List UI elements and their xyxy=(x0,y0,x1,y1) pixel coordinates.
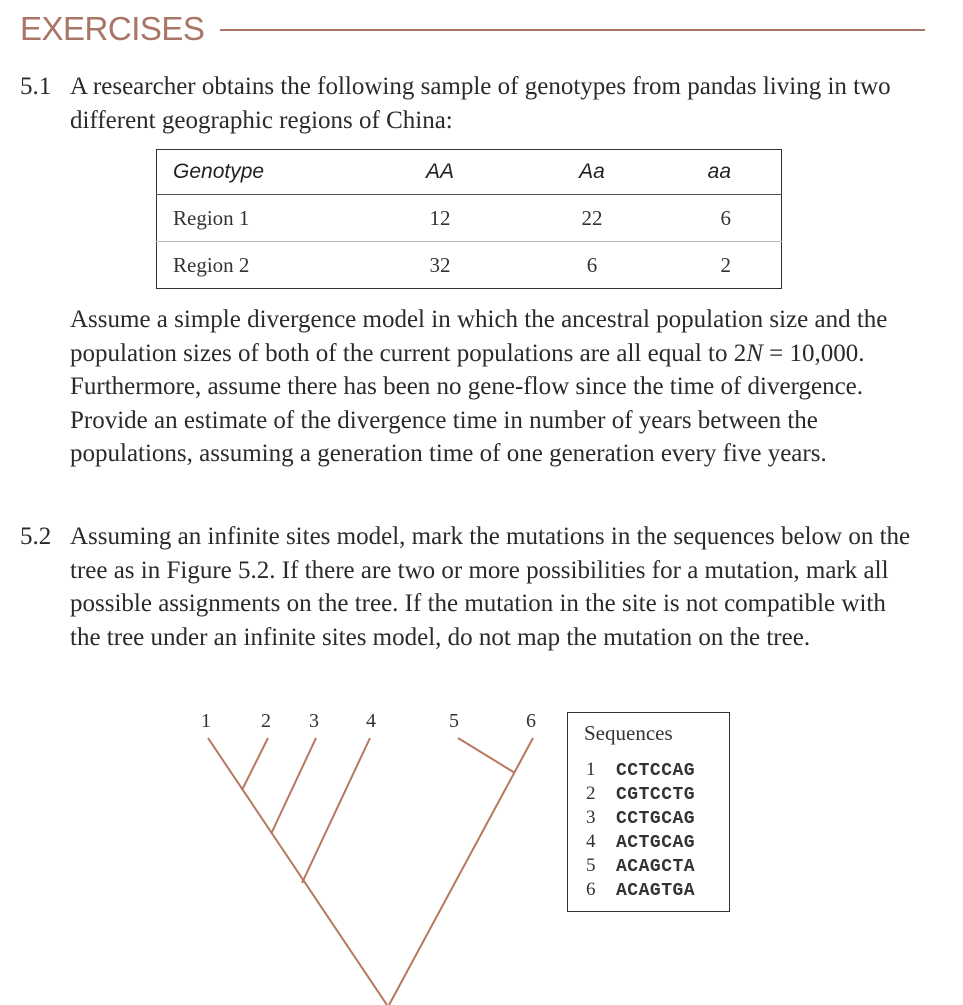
sequence-row xyxy=(586,759,695,781)
exercise-text: Assuming an infinite sites model, mark the mutations in the sequences below on the tree as in Figure 5.2. If there are two or more possibilities for a mutation, mark all possible assignments on the tree. If the mutation in the site is not compatible with the tree under an infinite sites model, do not map the mutation on the tree. xyxy=(70,523,911,651)
sequence-number: 3 xyxy=(586,807,596,828)
tree-branches xyxy=(208,738,533,1005)
leaf-label: 1 xyxy=(201,710,211,732)
exercise-text: A researcher obtains the following sample of genotypes from pandas living in two different geographic regions of China: xyxy=(70,73,891,134)
leaf-label: 5 xyxy=(449,710,459,732)
table-cell: 32 xyxy=(429,252,451,277)
sequence-number: 4 xyxy=(586,831,596,852)
sequences-title: Sequences xyxy=(584,721,673,745)
exercise-5-1-continued xyxy=(70,303,930,471)
tree-branch xyxy=(389,738,533,1005)
table-header-cell: Aa xyxy=(536,150,648,195)
table-header-cell: Genotype xyxy=(157,150,345,195)
table-cell: 6 xyxy=(586,252,598,277)
table-header-row xyxy=(157,150,782,195)
sequence-number: 6 xyxy=(586,879,596,900)
table-header-cell: aa xyxy=(648,150,782,195)
exercise-number: 5.1 xyxy=(20,73,52,100)
exercise-5-1 xyxy=(20,70,920,137)
sequence-row xyxy=(586,855,695,877)
sequence-string: ACTGCAG xyxy=(616,833,696,853)
table-cell: Region 1 xyxy=(157,195,345,242)
section-header xyxy=(20,8,925,48)
sequence-number: 1 xyxy=(586,759,596,780)
sequence-string: CCTGCAG xyxy=(616,809,696,829)
sequence-string: ACAGTGA xyxy=(616,881,696,901)
variable-n: N xyxy=(746,339,763,367)
exercise-5-2 xyxy=(20,520,920,654)
sequence-string: CGTCCTG xyxy=(616,785,696,805)
phylogenetic-tree xyxy=(0,700,560,1005)
table-cell: 2 xyxy=(720,252,731,277)
table-cell: 6 xyxy=(648,195,782,242)
table-header-cell: AA xyxy=(344,150,536,195)
text-segment: Assume a simple divergence model in which the ancestral population size and the population sizes of both of the current populations are all equal to 2 xyxy=(70,306,888,367)
sequence-string: ACAGCTA xyxy=(616,857,696,877)
leaf-label: 4 xyxy=(366,710,376,732)
genotype-table xyxy=(156,149,782,289)
table-row xyxy=(157,242,782,289)
table-row xyxy=(157,195,782,242)
sequence-row xyxy=(586,807,695,829)
table-cell: Region 2 xyxy=(173,252,250,277)
header-rule xyxy=(220,29,925,31)
tree-branch xyxy=(242,738,268,790)
leaf-label: 6 xyxy=(526,710,536,732)
leaf-label: 3 xyxy=(309,710,319,732)
text-segment: = 10,000. Furthermore, assume there has been no gene-flow since the time of divergence. Provide an estimate of the divergence time in number of years between the populations, assuming a generation time of one generation every five years. xyxy=(70,339,865,467)
tree-branch xyxy=(271,738,316,834)
exercise-number: 5.2 xyxy=(20,523,52,550)
sequence-string: CCTCCAG xyxy=(616,761,696,781)
sequence-number: 5 xyxy=(586,855,596,876)
sequence-row xyxy=(586,879,695,901)
sequence-number: 2 xyxy=(586,783,596,804)
sequences-box xyxy=(567,712,730,912)
leaf-label: 2 xyxy=(261,710,271,732)
section-title: EXERCISES xyxy=(20,9,205,47)
sequence-row xyxy=(586,783,695,805)
table-cell: 22 xyxy=(536,195,648,242)
table-cell: 12 xyxy=(344,195,536,242)
tree-branch xyxy=(458,738,515,773)
sequence-row xyxy=(586,831,695,853)
tree-branch xyxy=(302,738,370,883)
